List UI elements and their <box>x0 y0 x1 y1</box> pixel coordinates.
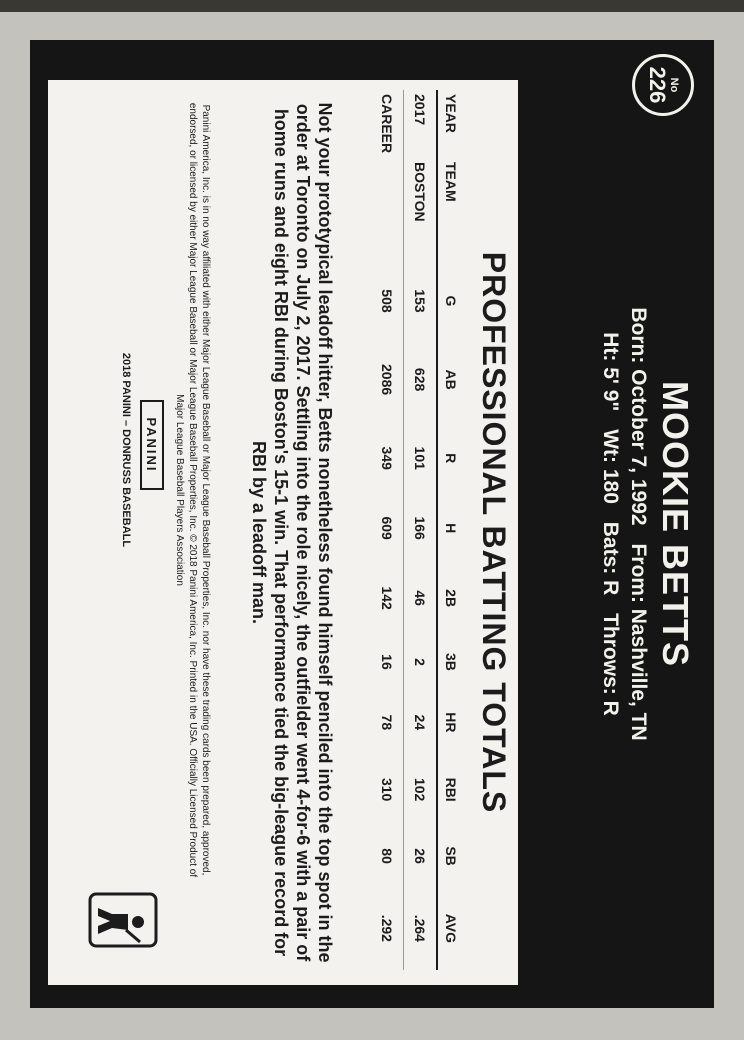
col-header: RBI <box>437 754 464 826</box>
card-number: 226 <box>645 66 670 104</box>
cell: 349 <box>379 446 395 470</box>
col-header: H <box>437 493 464 563</box>
cell: 46 <box>404 563 438 633</box>
stats-panel <box>48 80 518 985</box>
cell: .292 <box>379 914 395 942</box>
col-header: TEAM <box>437 158 464 266</box>
cell: 310 <box>379 777 395 802</box>
cell: 26 <box>404 825 438 886</box>
born: Born: October 7, 1992 <box>627 307 650 526</box>
card-back <box>30 40 714 1008</box>
throws: Throws: R <box>599 613 622 716</box>
cell: 609 <box>379 516 395 540</box>
legal-text: Panini America, Inc. is in no way affiliated with either Major League Baseball or Major League Baseball Properties, Inc. nor have these trading cards been prepared, approved, endorsed, or licensed by either Major League Baseball or Major League Baseball Properties, Inc. © 2018 Panini America, Inc. Printed in the USA. Officially Licensed Product of Major League Baseball Players Association <box>174 102 211 878</box>
hometown: From: Nashville, TN <box>627 543 650 741</box>
col-header: R <box>437 423 464 493</box>
cell: 78 <box>379 714 395 731</box>
panini-logo: PANINI <box>140 400 164 490</box>
cell: 2 <box>404 633 438 691</box>
cell: 153 <box>404 266 438 336</box>
cell: 166 <box>404 493 438 563</box>
player-blurb: Not your prototypical leadoff hitter, Betts nonetheless found himself penciled into the top spot in the order at Toronto on July 2, 2017. Settling into the role nicely, the outfielder went 4-for-6 with a pair of home runs and eight RBI during Boston's 15-1 win. That performance tied the big-league record for RBI by a leadoff man. <box>249 102 335 963</box>
cell: 101 <box>404 423 438 493</box>
cell: .264 <box>404 887 438 970</box>
mlbpa-logo-icon <box>88 892 158 948</box>
cell: 80 <box>379 848 395 864</box>
cell: 102 <box>404 754 438 826</box>
col-header: YEAR <box>437 90 464 158</box>
brand-line: 2018 PANINI – DONRUSS BASEBALL <box>120 352 132 548</box>
weight: Wt: 180 <box>599 429 622 504</box>
card-number-label: No <box>668 77 680 93</box>
col-header: AB <box>437 336 464 423</box>
cell: 628 <box>404 336 438 423</box>
cell: BOSTON <box>404 158 438 266</box>
cell: 2017 <box>404 90 438 158</box>
table-row <box>404 90 438 970</box>
cell: 16 <box>379 654 395 670</box>
bio-line-2 <box>598 40 622 1008</box>
stats-header-row <box>437 90 464 970</box>
player-name: MOOKIE BETTS <box>655 380 696 667</box>
col-header: AVG <box>437 887 464 970</box>
cell: 2086 <box>379 364 395 396</box>
height: Ht: 5' 9" <box>599 332 622 412</box>
col-header: SB <box>437 825 464 886</box>
stats-table <box>371 90 464 970</box>
col-header: 3B <box>437 633 464 691</box>
col-header: HR <box>437 691 464 754</box>
col-header: 2B <box>437 563 464 633</box>
stats-title: PROFESSIONAL BATTING TOTALS <box>476 251 512 814</box>
cell: 24 <box>404 691 438 754</box>
col-header: G <box>437 266 464 336</box>
table-row <box>371 90 404 970</box>
cell <box>371 158 404 266</box>
cell: 142 <box>379 586 395 610</box>
bats: Bats: R <box>599 521 622 596</box>
cell: CAREER <box>379 94 395 154</box>
card-rotated-content <box>30 40 714 1008</box>
bio-line-1 <box>626 40 650 1008</box>
scan-edge <box>0 0 744 12</box>
cell: 508 <box>379 289 395 313</box>
